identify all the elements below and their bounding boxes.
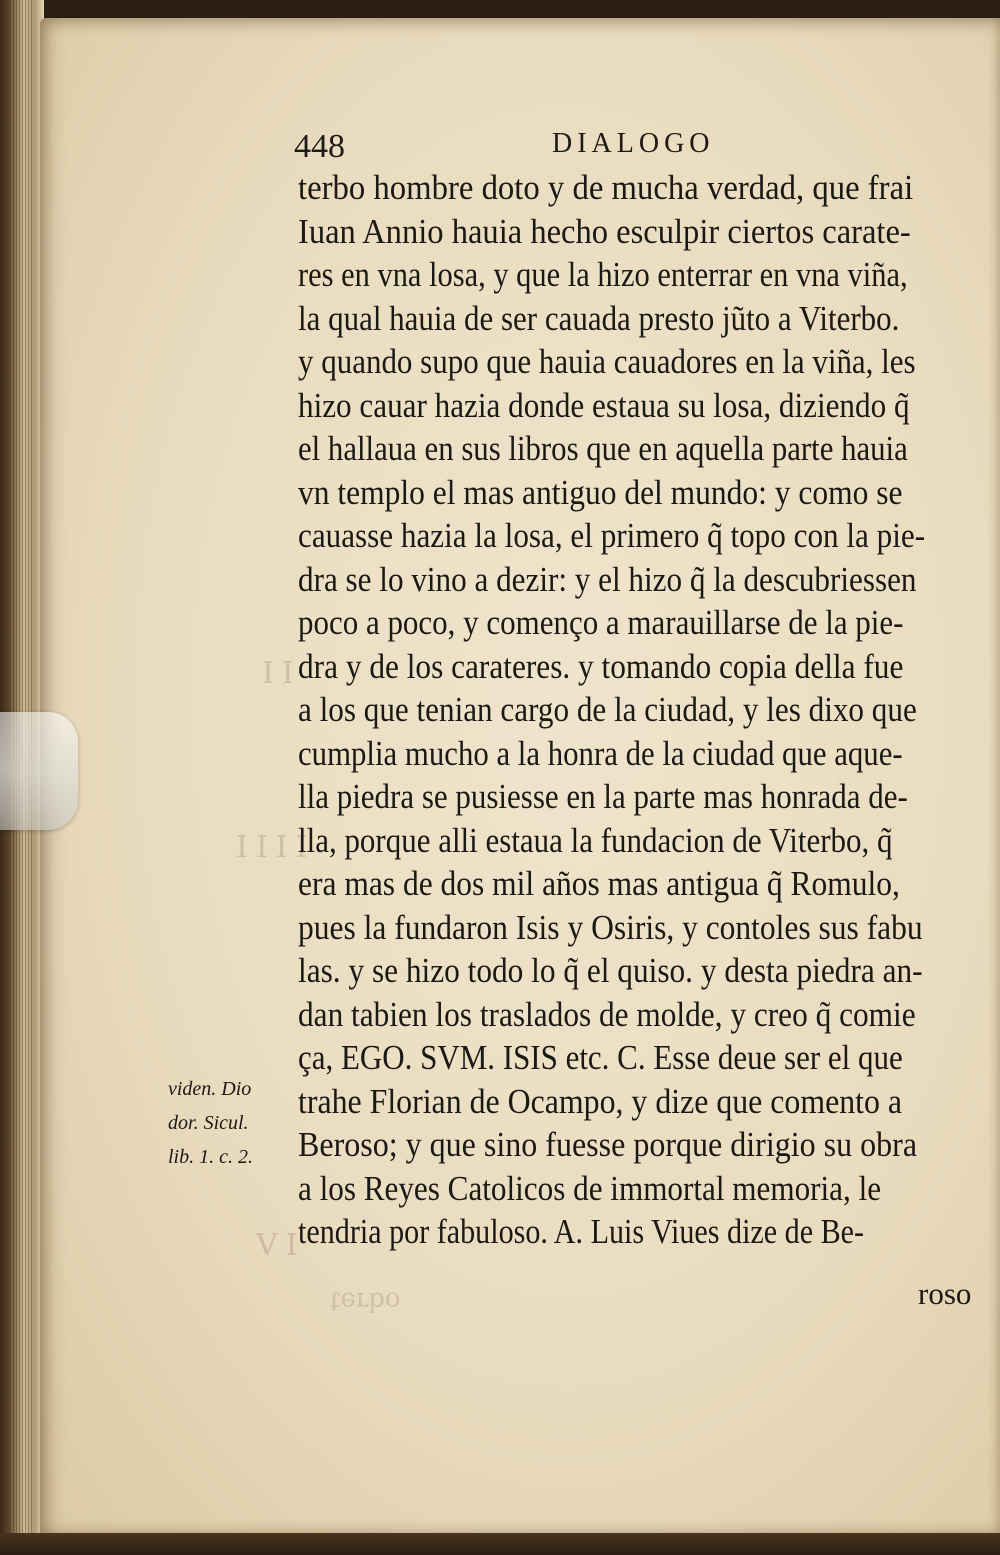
bleed-through-mark: IIII — [236, 830, 316, 865]
text-line: trahe Florian de Ocampo, y dize que comento a — [298, 1081, 903, 1121]
text-line: hizo cauar hazia donde estaua su losa, diziendo q̃ — [298, 385, 910, 425]
text-line: el hallaua en sus libros que en aquella parte hauia — [298, 429, 908, 468]
text-line: ça, EGO. SVM. ISIS etc. C. Esse deue ser el que — [298, 1038, 903, 1077]
text-line: Iuan Annio hauia hecho esculpir ciertos carate- — [298, 211, 911, 251]
text-line: poco a poco, y començo a marauillarse de la pie- — [298, 603, 904, 642]
text-line: y quando supo que hauia cauadores en la viña, les — [298, 342, 916, 381]
page-marker-clip — [0, 712, 78, 830]
text-line: tendria por fabuloso. A. Luis Viues dize de Be- — [298, 1212, 865, 1251]
body-text — [298, 166, 988, 1254]
text-line: dra y de los carateres. y tomando copia della fue — [298, 646, 904, 686]
margin-note-line: viden. Dio — [168, 1078, 252, 1100]
text-line: pues la fundaron Isis y Osiris, y contoles sus fabu — [298, 907, 923, 947]
text-line: lla, porque alli estaua la fundacion de Viterbo, q̃ — [298, 820, 893, 860]
page-number: 448 — [294, 128, 345, 165]
text-line: a los que tenian cargo de la ciudad, y les dixo que — [298, 690, 917, 729]
text-line: res en vna losa, y que la hizo enterrar en vna viña, — [298, 255, 908, 294]
text-line: cauasse hazia la losa, el primero q̃ topo con la pie- — [298, 516, 926, 555]
bleed-through-word: terbo — [330, 1286, 401, 1316]
margin-note — [168, 1072, 298, 1174]
text-line: la qual hauia de ser cauada presto jũto a Viterbo. — [298, 298, 900, 338]
text-line: terbo hombre doto y de mucha verdad, que frai — [298, 168, 914, 207]
margin-note-line: lib. 1. c. 2. — [168, 1146, 253, 1168]
bleed-through-mark: II — [262, 656, 302, 691]
running-title: DIALOGO — [552, 128, 715, 159]
text-line: a los Reyes Catolicos de immortal memoria, le — [298, 1168, 882, 1208]
catchword: roso — [918, 1276, 972, 1311]
text-line: cumplia mucho a la honra de la ciudad que aque- — [298, 733, 903, 773]
text-line: las. y se hizo todo lo q̃ el quiso. y desta piedra an- — [298, 951, 923, 990]
bleed-through-mark: VI — [256, 1228, 306, 1263]
text-line: dra se lo vino a dezir: y el hizo q̃ la descubriessen — [298, 559, 917, 599]
text-line: era mas de dos mil años mas antigua q̃ Romulo, — [298, 864, 900, 903]
text-line: Beroso; y que sino fuesse porque dirigio su obra — [298, 1125, 918, 1164]
text-line: vn templo el mas antiguo del mundo: y como se — [298, 472, 903, 512]
text-line: lla piedra se pusiesse en la parte mas honrada de- — [298, 777, 908, 816]
text-line: dan tabien los traslados de molde, y creo q̃ comie — [298, 994, 916, 1034]
bottom-shadow — [0, 1533, 1000, 1555]
margin-note-line: dor. Sicul. — [168, 1112, 249, 1134]
